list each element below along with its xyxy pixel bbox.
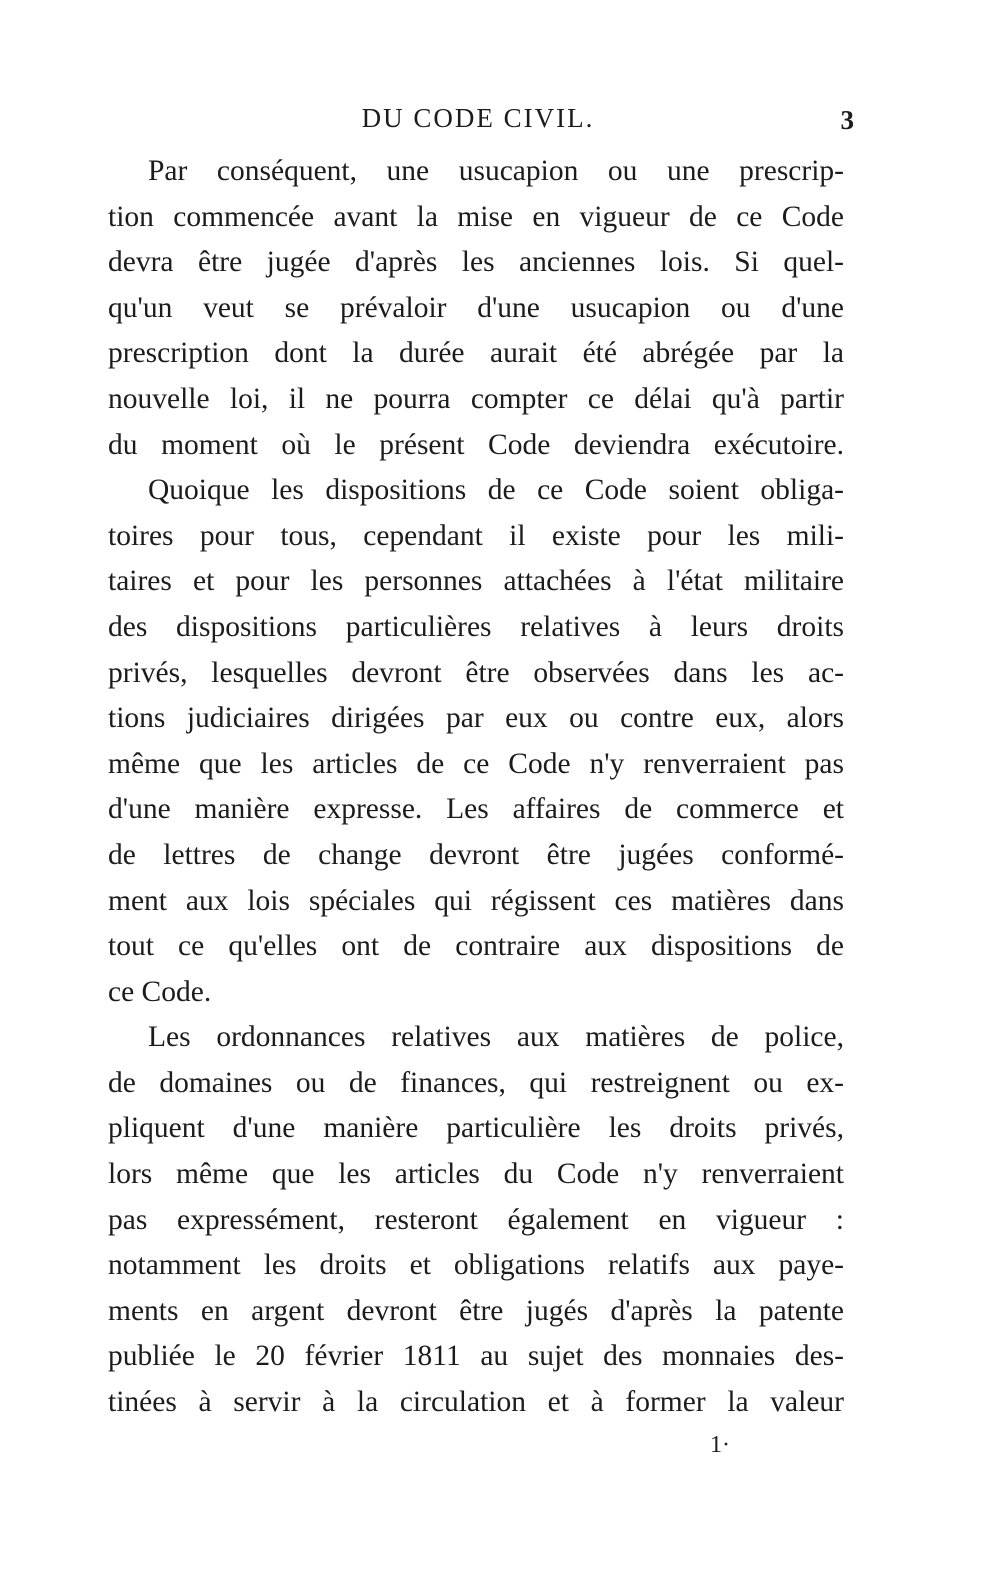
- text-line: ments en argent devront être jugés d'après la patente: [108, 1294, 844, 1327]
- running-title: DU CODE CIVIL.: [361, 103, 595, 133]
- signature-mark: 1·: [710, 1432, 730, 1458]
- text-line: publiée le 20 février 1811 au sujet des monnaies des-: [108, 1340, 844, 1373]
- page-header: [108, 103, 854, 143]
- text-line: du moment où le présent Code deviendra exécutoire.: [108, 428, 844, 461]
- body-text: [108, 149, 844, 1426]
- text-line: ment aux lois spéciales qui régissent ces matières dans: [108, 884, 844, 917]
- text-line: notamment les droits et obligations relatifs aux paye-: [108, 1249, 844, 1282]
- text-line: lors même que les articles du Code n'y renverraient: [108, 1158, 844, 1191]
- text-line: taires et pour les personnes attachées à l'état militaire: [108, 565, 844, 598]
- text-line: de lettres de change devront être jugées conformé-: [108, 838, 844, 871]
- text-line: prescription dont la durée aurait été abrégée par la: [108, 337, 844, 370]
- text-line: devra être jugée d'après les anciennes lois. Si quel-: [108, 246, 844, 279]
- text-line: tions judiciaires dirigées par eux ou contre eux, alors: [108, 702, 844, 735]
- text-line: tion commencée avant la mise en vigueur de ce Code: [108, 200, 844, 233]
- text-line: privés, lesquelles devront être observées dans les ac-: [108, 656, 844, 689]
- text-line: qu'un veut se prévaloir d'une usucapion ou d'une: [108, 291, 844, 324]
- page-number: 3: [840, 105, 854, 135]
- text-line: ce Code.: [108, 975, 212, 1008]
- text-line: de domaines ou de finances, qui restreignent ou ex-: [108, 1066, 844, 1099]
- text-line: des dispositions particulières relatives à leurs droits: [108, 610, 844, 643]
- text-line: nouvelle loi, il ne pourra compter ce délai qu'à partir: [108, 382, 844, 415]
- text-line: Quoique les dispositions de ce Code soient obliga-: [148, 474, 844, 507]
- text-line: même que les articles de ce Code n'y renverraient pas: [108, 747, 844, 780]
- text-line: pas expressément, resteront également en vigueur :: [108, 1203, 844, 1236]
- text-line: Les ordonnances relatives aux matières de police,: [148, 1021, 844, 1054]
- text-line: Par conséquent, une usucapion ou une prescrip-: [148, 155, 844, 187]
- text-line: tinées à servir à la circulation et à former la valeur: [108, 1386, 844, 1419]
- text-line: d'une manière expresse. Les affaires de commerce et: [108, 793, 844, 826]
- text-line: pliquent d'une manière particulière les droits privés,: [108, 1112, 844, 1145]
- text-line: tout ce qu'elles ont de contraire aux dispositions de: [108, 930, 844, 963]
- text-line: toires pour tous, cependant il existe pour les mili-: [108, 519, 844, 552]
